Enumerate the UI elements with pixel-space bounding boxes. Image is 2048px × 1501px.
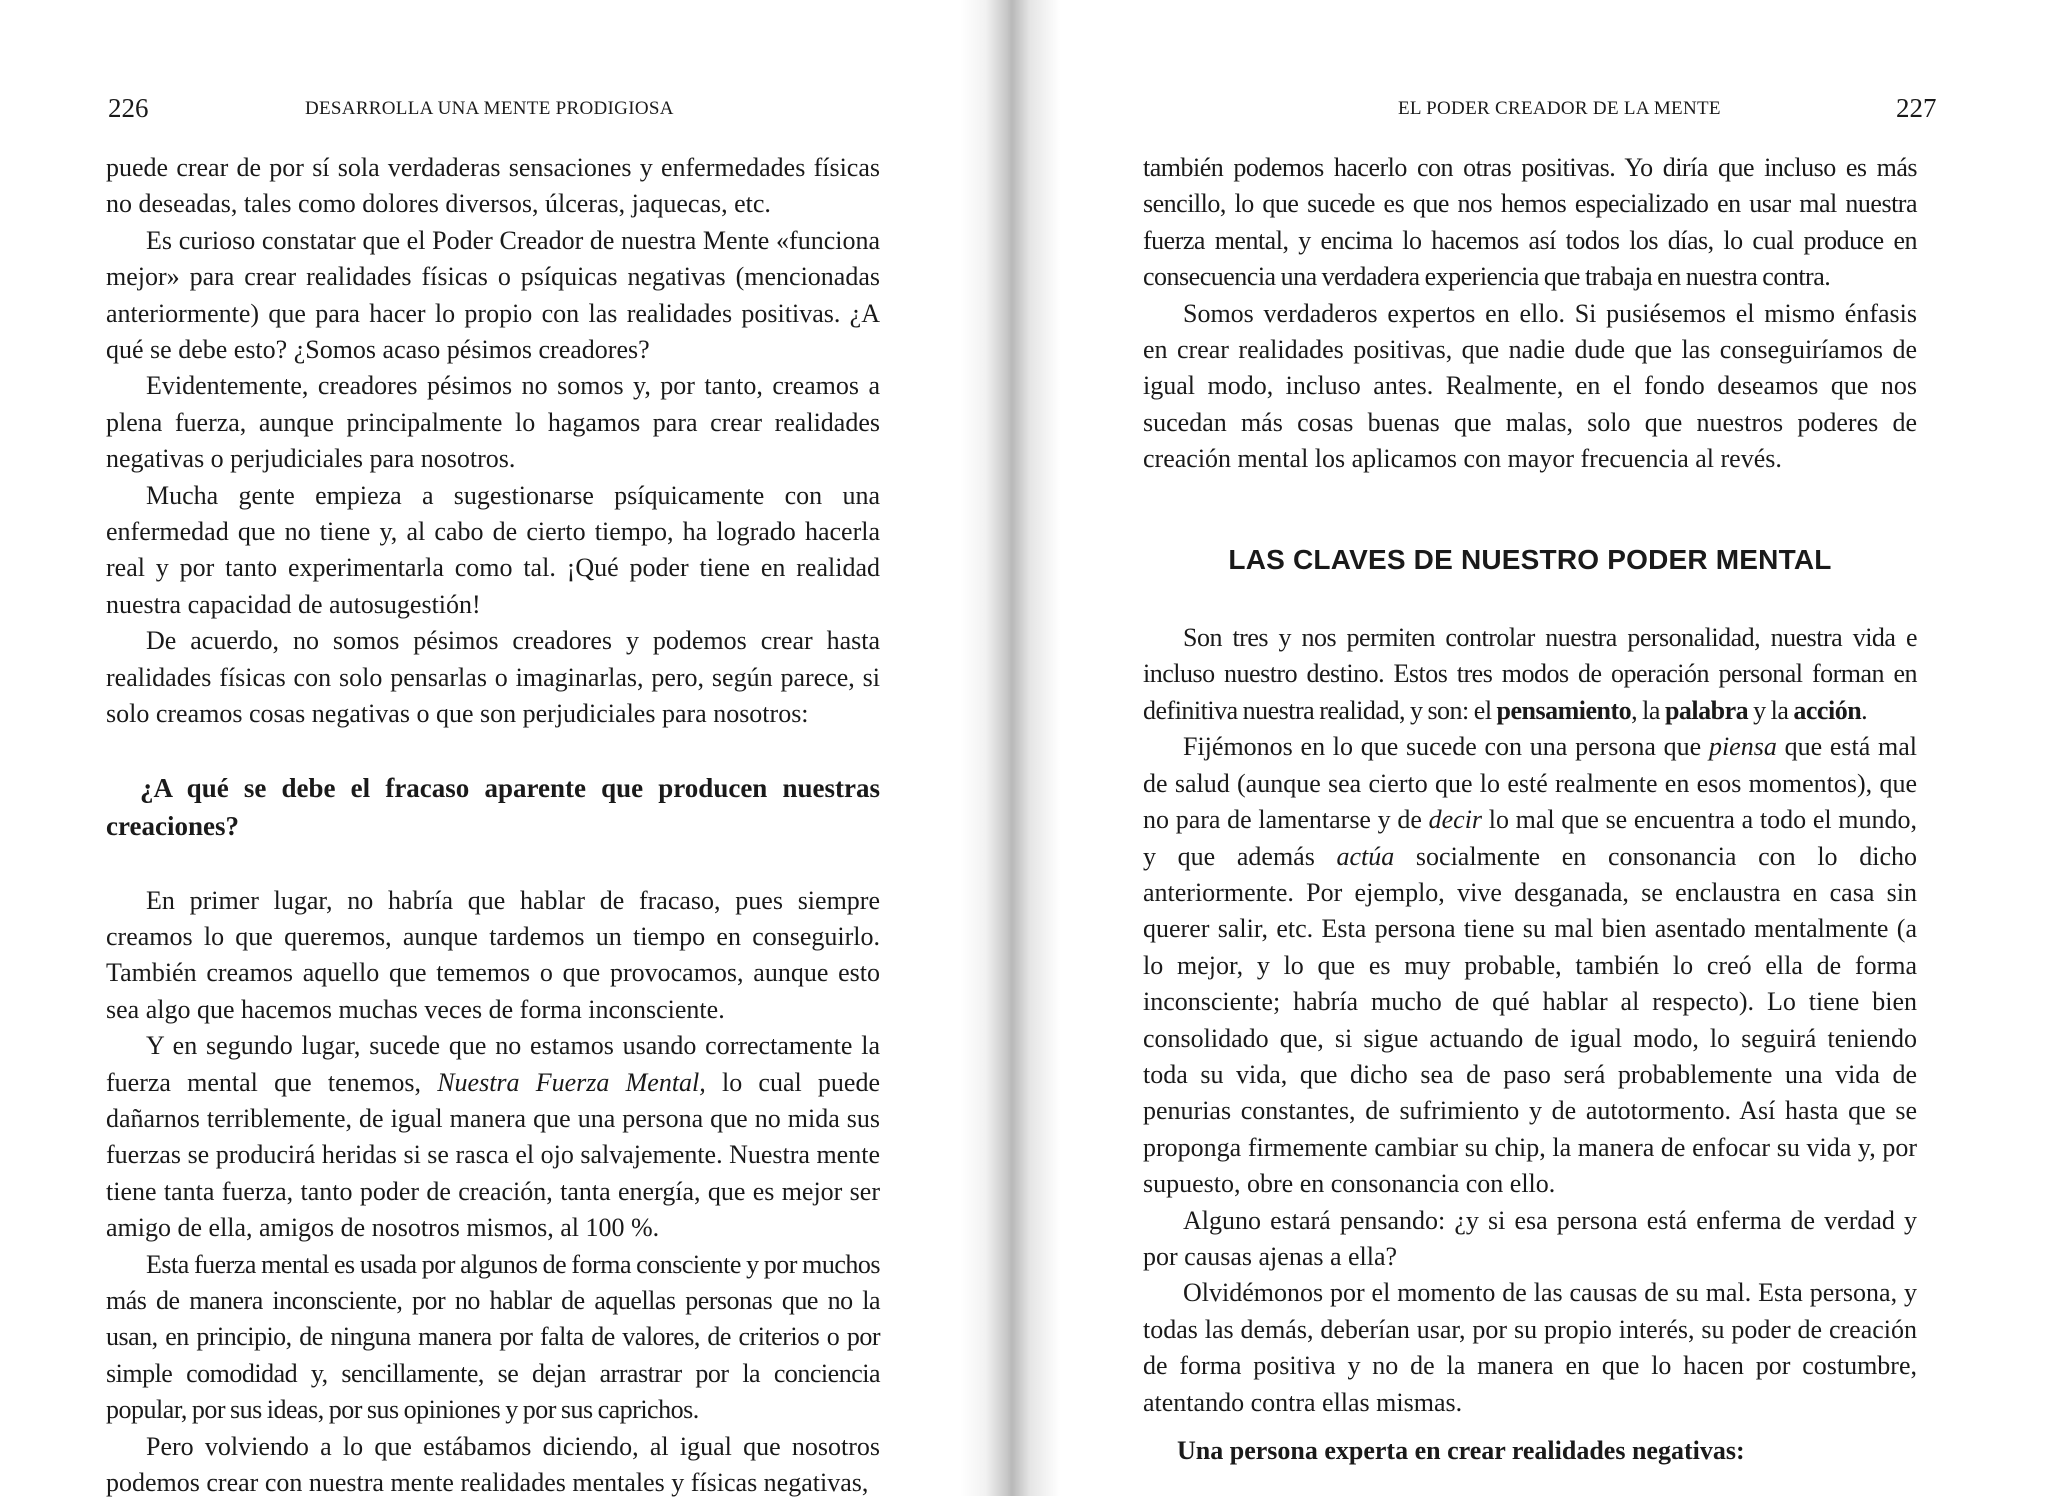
paragraph: Evidentemente, creadores pésimos no somos y, por tanto, creamos a plena fuerza, aunque principalmente lo hagamos para crear realidades negativas o perjudiciales para nosotros. — [106, 371, 880, 474]
paragraph: Pero volviendo a lo que estábamos diciendo, al igual que nosotros podemos crear con nuestra mente realidades mentales y físicas negativas, — [106, 1431, 880, 1497]
running-head: EL PODER CREADOR DE LA MENTE — [1398, 98, 1721, 119]
paragraph: Alguno estará pensando: ¿y si esa persona está enferma de verdad y por causas ajenas a ella? — [1143, 1205, 1917, 1271]
page-number: 226 — [108, 93, 149, 123]
italic-term: piensa — [1708, 732, 1777, 762]
bold-term: acción — [1793, 695, 1862, 725]
text-run: socialmente en consonancia con lo dicho anteriormente. Por ejemplo, vive desganada, se enclaustra en casa sin querer salir, etc. Esta persona tiene su mal bien asentado mentalmente (a lo mejor, y lo que es muy probable, también lo creó ella de forma inconsciente; habría mucho de qué hablar al respecto). Lo tiene bien consolidado que, si sigue actuando de igual modo, lo seguirá teniendo toda su vida, que dicho sea de paso será probablemente una vida de penurias constantes, de sufrimiento y de autotormento. Así hasta que se proponga firmemente cambiar su chip, la manera de enfocar su vida y, por supuesto, obre en consonancia con ello. — [1143, 841, 1917, 1199]
text-run: . — [1861, 695, 1868, 725]
paragraph: De acuerdo, no somos pésimos creadores y podemos crear hasta realidades físicas con solo pensarlas o imaginarlas, pero, según parece, si solo creamos cosas negativas o que son perjudiciales para nosotros: — [106, 626, 880, 729]
paragraph: también podemos hacerlo con otras positivas. Yo diría que incluso es más sencillo, lo que sucede es que nos hemos especializado en usar mal nuestra fuerza mental, y encima lo hacemos así todos los días, lo cual produce en consecuencia una verdadera experiencia que trabaja en nuestra contra. — [1143, 153, 1917, 292]
running-head: DESARROLLA UNA MENTE PRODIGIOSA — [305, 98, 674, 119]
paragraph: Olvidémonos por el momento de las causas de su mal. Esta persona, y todas las demás, deberían usar, por su propio interés, su poder de creación de forma positiva y no de la manera en que lo hacen por costumbre, atentando contra ellas mismas. — [1143, 1278, 1917, 1417]
italic-term: decir — [1428, 805, 1483, 835]
italic-term: Nuestra Fuerza Mental, — [437, 1067, 706, 1097]
paragraph — [106, 1028, 880, 1246]
text-run: , la — [1631, 695, 1665, 725]
text-run: lo mal que se encuentra a todo el mundo, y que además — [1143, 805, 1917, 871]
paragraph: puede crear de por sí sola verdaderas sensaciones y enfermedades físicas no deseadas, tales como dolores diversos, úlceras, jaquecas, etc. — [106, 153, 880, 219]
text-run: y la — [1748, 695, 1794, 725]
text-run: Fijémonos en lo que sucede con una persona que — [1183, 732, 1709, 762]
paragraph: Es curioso constatar que el Poder Creador de nuestra Mente «funciona mejor» para crear realidades físicas o psíquicas negativas (mencionadas anteriormente) que para hacer lo propio con las realidades positivas. ¿A qué se debe esto? ¿Somos acaso pésimos creadores? — [106, 225, 880, 365]
paragraph: Mucha gente empieza a sugestionarse psíquicamente con una enfermedad que no tiene y, al cabo de cierto tiempo, ha logrado hacerla real y por tanto experimentarla como tal. ¡Qué poder tiene en realidad nuestra capacidad de autosugestión! — [106, 480, 880, 619]
text-run: Son tres y nos permiten controlar nuestra personalidad, nuestra vida e incluso nuestro destino. Estos tres modos de operación personal forman en definitiva nuestra realidad, y son: el — [1143, 623, 1917, 725]
paragraph — [1143, 620, 1917, 729]
page-number: 227 — [1896, 93, 1937, 123]
paragraph: Esta fuerza mental es usada por algunos de forma consciente y por muchos más de manera inconsciente, por no hablar de aquellas personas que no la usan, en principio, de ninguna manera por falta de valores, de criterios o por simple comodidad y, sencillamente, se dejan arrastrar por la conciencia popular, por sus ideas, por sus opiniones y por sus caprichos. — [106, 1249, 880, 1425]
bold-term: pensamiento — [1496, 695, 1632, 725]
bold-subheading: Una persona experta en crear realidades negativas: — [1177, 1436, 1745, 1465]
paragraph: En primer lugar, no habría que hablar de fracaso, pues siempre creamos lo que queremos, aunque tardemos un tiempo en conseguirlo. También creamos aquello que tememos o que provocamos, aunque esto sea algo que hacemos muchas veces de forma inconsciente. — [106, 885, 880, 1024]
left-page — [0, 0, 1010, 1496]
right-text-column — [1143, 150, 1917, 1469]
text-run: lo cual puede dañarnos terriblemente, de igual manera que una persona que no mida sus fuerzas se producirá heridas si se rasca el ojo salvajemente. Nuestra mente tiene tanta fuerza, tanto poder de creación, tanta energía, que es mejor ser amigo de ella, amigos de nosotros mismos, al 100 %. — [106, 1067, 880, 1243]
italic-term: actúa — [1336, 841, 1395, 871]
text-run: que está mal de salud (aunque sea cierto que lo esté realmente en esos momentos), que no para de lamentarse y de — [1143, 732, 1918, 835]
paragraph — [1143, 729, 1917, 1202]
left-text-column — [106, 150, 880, 1501]
right-page — [1010, 0, 2048, 1496]
paragraph: Somos verdaderos expertos en ello. Si pusiésemos el mismo énfasis en crear realidades positivas, que nadie dude que las conseguiríamos de igual modo, incluso antes. Realmente, en el fondo deseamos que nos sucedan más cosas buenas que malas, solo que nuestros poderes de creación mental los aplicamos con mayor frecuencia al revés. — [1143, 298, 1917, 474]
bold-term: palabra — [1664, 695, 1749, 725]
text-run: Y en segundo lugar, sucede que no estamos usando correctamente la fuerza mental que tenemos, — [106, 1031, 880, 1097]
subheading: ¿A qué se debe el fracaso aparente que producen nuestras creaciones? — [106, 772, 880, 841]
section-heading: LAS CLAVES DE NUESTRO PODER MENTAL — [1228, 543, 1832, 575]
